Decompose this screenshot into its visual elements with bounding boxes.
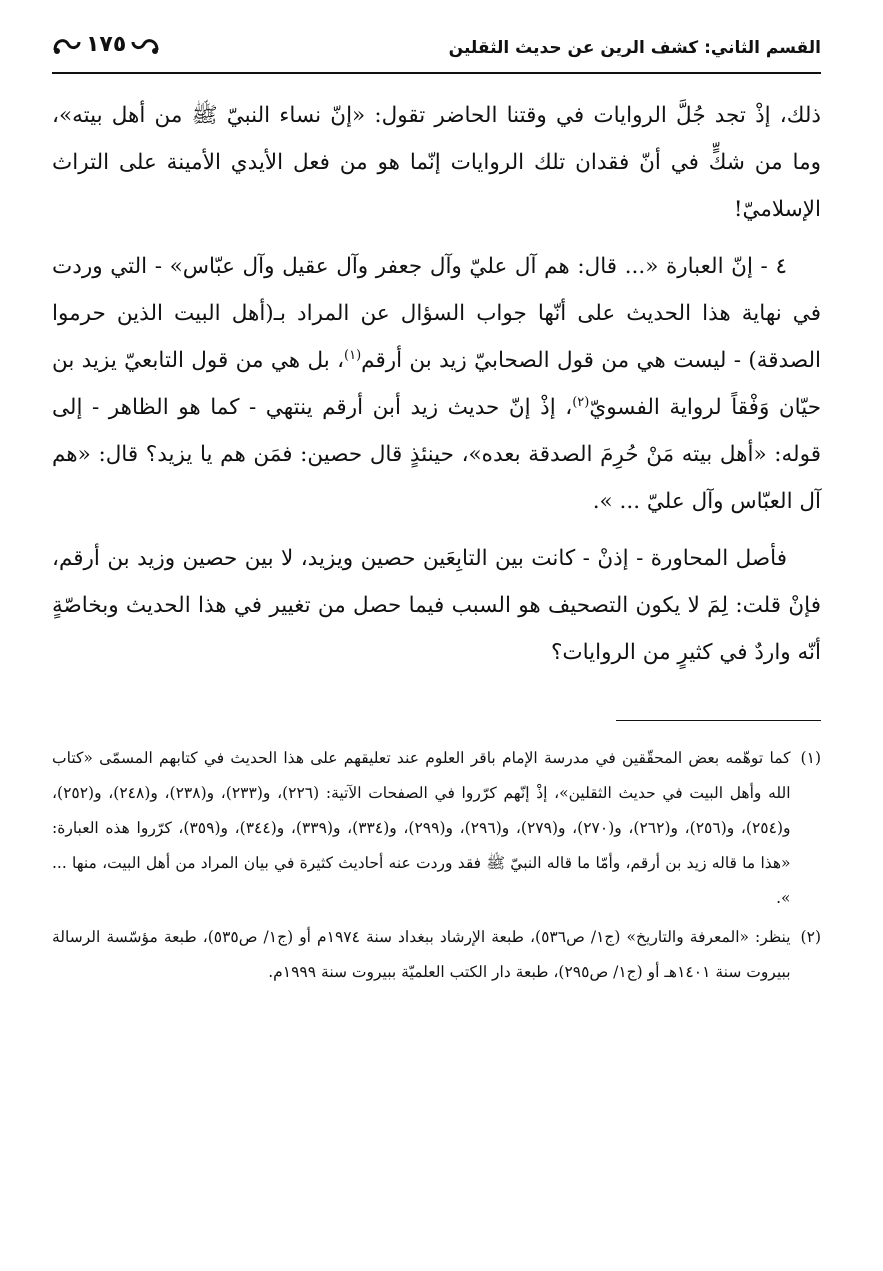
main-text <box>52 92 821 676</box>
footnote-1 <box>52 741 821 916</box>
paragraph-2 <box>52 243 821 525</box>
book-page <box>52 30 821 1231</box>
footnote-ref-2[interactable]: (٢) <box>572 394 590 410</box>
footnote-number: (١) <box>800 749 821 767</box>
page-number: ١٧٥ <box>86 32 127 57</box>
running-header <box>52 30 821 74</box>
footnote-text: كما توهّمه بعض المحقّقين في مدرسة الإمام باقر العلوم عند تعليقهم على هذا الحديث في كتابهم المسمّى «كتاب الله وأهل البيت في حديث الثقلين»، إذْ إنّهم كرّروا في الصفحات الآتية: (٢٢٦)، و(٢٣٣)، و(٢٣٨)، و(٢٤٨)، و(٢٥٢)، و(٢٥٤)، و(٢٥٦)، و(٢٦٢)، و(٢٧٠)، و(٢٧٩)، و(٢٩٦)، و(٢٩٩)، و(٣٣٤)، و(٣٣٩)، و(٣٤٤)، و(٣٥٩)، كرّروا هذه العبارة: «هذا ما قاله زيد بن أرقم، وأمّا ما قاله النبيّ ﷺ فقد وردت عنه أحاديث كثيرة في بيان المراد من أهل البيت، منها ... ». <box>52 749 791 907</box>
footnote-text: ينظر: «المعرفة والتاريخ» (ج١/ ص٥٣٦)، طبعة الإرشاد ببغداد سنة ١٩٧٤م أو (ج١/ ص٥٣٥)، طبعة مؤسّسة الرسالة ببيروت سنة ١٤٠١هـ أو (ج١/ ص٢٩٥)، طبعة دار الكتب العلميّة ببيروت سنة ١٩٩٩م. <box>52 928 791 981</box>
paragraph-3: فأصل المحاورة - إذنْ - كانت بين التابِعَين حصين ويزيد، لا بين حصين وزيد بن أرقم، فإنْ قلت: لِمَ لا يكون التصحيف هو السبب فيما حصل من تغيير في هذا الحديث وبخاصّةٍ أنّه واردٌ في كثيرٍ من الروايات؟ <box>52 546 821 665</box>
page-number-block <box>52 32 160 57</box>
paragraph-2-part-b: ، بل هي من قول التابعيّ يزيد بن حيّان وَفْقاً لرواية الفسويّ <box>52 348 821 420</box>
footnote-number: (٢) <box>800 928 821 946</box>
footnote-separator <box>616 720 821 721</box>
footnote-ref-1[interactable]: (١) <box>344 347 362 363</box>
footnotes <box>52 741 821 990</box>
header-title: القسم الثاني: كشف الرين عن حديث الثقلين <box>448 38 821 58</box>
paragraph-2-part-c: ، إذْ إنّ حديث زيد أبن أرقم ينتهي - كما هو الظاهر - إلى قوله: «أهل بيته مَنْ حُرِمَ الصدقة بعده»، حينئذٍ قال حصين: فمَن هم يا يزيد؟ قال: «هم آل العبّاس وآل عليّ ... ». <box>52 395 821 514</box>
ornament-right-icon <box>130 34 160 56</box>
footnote-2 <box>52 920 821 990</box>
paragraph-2-part-a: ٤ - إنّ العبارة «... قال: هم آل عليّ وآل جعفر وآل عقيل وآل عبّاس» - التي وردت في نهاية هذا الحديث على أنّها جواب السؤال عن المراد بـ(أهل البيت الذين حرموا الصدقة) - ليست هي من قول الصحابيّ زيد بن أرقم <box>52 254 822 373</box>
ornament-left-icon <box>52 34 82 56</box>
paragraph-1: ذلك، إذْ تجد جُلَّ الروايات في وقتنا الحاضر تقول: «إنّ نساء النبيّ ﷺ من أهل بيته»، وما من شكٍّ في أنّ فقدان تلك الروايات إنّما هو من فعل الأيدي الأمينة على التراث الإسلاميّ! <box>52 103 821 222</box>
